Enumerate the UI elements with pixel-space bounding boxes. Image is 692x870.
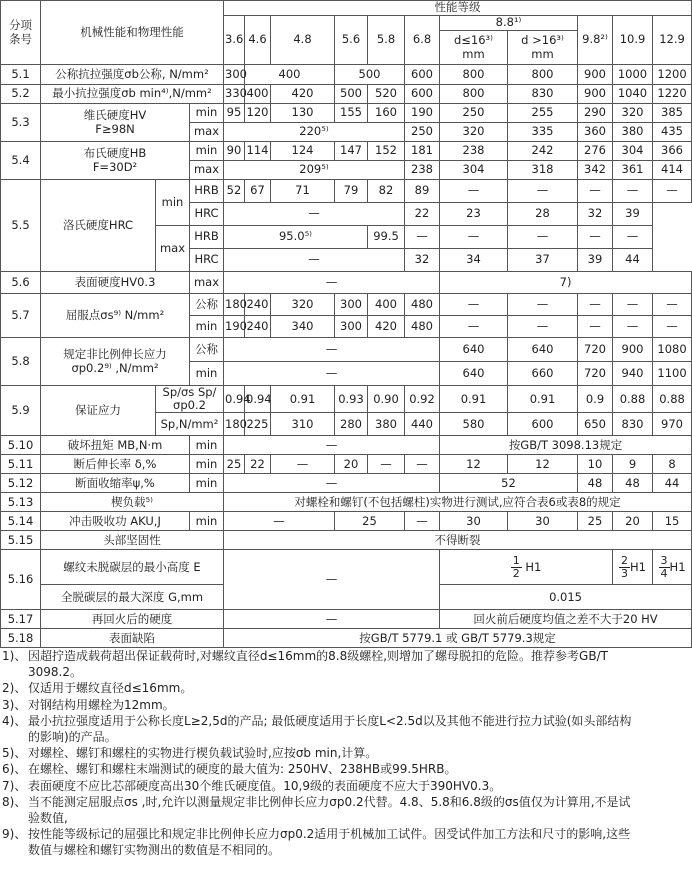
table-cell: — — [578, 226, 613, 249]
table-cell: — — [613, 180, 653, 203]
table-cell: 800 — [440, 85, 508, 104]
footnote: 8)、 当不能测定屈服点σs ,时,允许以测量规定非比例伸长应力σp0.2代替。4.8、5.8和6.8级的σs值仅为计算用,不是试验数值, — [2, 794, 631, 826]
table-cell: 304 — [440, 161, 508, 180]
table-cell: 52 — [224, 180, 245, 203]
table-cell: 180 — [224, 294, 245, 316]
table-cell: — — [440, 316, 508, 338]
grade-8.8-small: d≤16³⁾ mm — [440, 31, 508, 65]
table-cell: 0.88 — [613, 386, 653, 413]
footnote: 4)、 最小抗拉强度适用于公称长度L≥2,5d的产品; 最低硬度适用于长度L<2.5d以及其他不能进行拉力试验(如头部结构的影响)的产品。 — [2, 713, 632, 745]
table-cell: — — [405, 512, 440, 531]
table-cell: 180 — [224, 413, 245, 436]
table-cell: — — [653, 316, 692, 338]
row-5.1 — [1, 65, 692, 85]
table-cell: $\frac{2}{3}$ H1 — [613, 550, 653, 585]
table-cell: 361 — [613, 161, 653, 180]
table-cell: — — [508, 180, 578, 203]
table-cell: 5.3 — [1, 104, 41, 142]
table-cell: 238 — [405, 161, 440, 180]
table-cell: max — [190, 161, 224, 180]
table-cell: 头部坚固性 — [41, 531, 224, 550]
footnote: 9)、 按性能等级标记的屈强比和规定非比例伸长应力σp0.2适用于机械加工试件。因受试件加工方法和尺寸的影响,这些数值与螺栓和螺钉实物测出的数值是不相同的。 — [2, 827, 631, 858]
table-cell: — — [578, 294, 613, 316]
table-cell: — — [271, 455, 335, 474]
table-cell: 全脱碳层的最大深度 G,mm — [41, 585, 224, 610]
table-cell: 最小抗拉强度σb min⁴⁾,N/mm² — [41, 85, 224, 104]
table-cell: 0.9 — [578, 386, 613, 413]
table-cell: 39 — [613, 203, 653, 226]
table-cell: 900 — [578, 65, 613, 85]
table-cell: 公称抗拉强度σb公称, N/mm² — [41, 65, 224, 85]
row-5.4-min — [1, 142, 692, 161]
table-cell: 保证应力 — [41, 386, 156, 436]
table-cell: 600 — [405, 85, 440, 104]
table-cell: 5.15 — [1, 531, 41, 550]
table-cell: 25 — [335, 512, 405, 531]
row-5.13 — [1, 493, 692, 512]
table-cell: 342 — [578, 161, 613, 180]
table-cell: — — [224, 362, 440, 386]
table-cell: 7) — [440, 272, 692, 294]
table-cell: 640 — [440, 338, 508, 362]
table-cell: — — [224, 338, 440, 362]
table-cell: 5.14 — [1, 512, 41, 531]
table-cell: 900 — [613, 338, 653, 362]
table-cell: 0.92 — [405, 386, 440, 413]
table-cell: 155 — [335, 104, 368, 123]
row-5.8-nominal — [1, 338, 692, 362]
table-cell: 公称 — [190, 338, 224, 362]
table-cell: — — [224, 436, 440, 455]
table-cell: 1040 — [613, 85, 653, 104]
table-cell: 1100 — [653, 362, 692, 386]
table-cell: 340 — [271, 316, 335, 338]
footnote: 6)、 在螺栓、螺钉和螺柱末端测试的硬度的最大值为: 250HV、238HB或99.5HRB。 — [2, 762, 457, 777]
row-5.12 — [1, 474, 692, 493]
table-cell: 1080 — [653, 338, 692, 362]
grade-10.9: 10.9 — [613, 16, 653, 65]
table-cell: 720 — [578, 362, 613, 386]
table-cell: 276 — [578, 142, 613, 161]
table-cell: 900 — [578, 85, 613, 104]
table-cell: 25 — [578, 512, 613, 531]
table-cell: — — [508, 294, 578, 316]
table-cell: min — [190, 512, 224, 531]
footnote: 2)、 仅适用于螺纹直径d≤16mm。 — [2, 681, 193, 696]
table-cell: 0.94 — [245, 386, 271, 413]
table-cell: 5.5 — [1, 180, 41, 272]
table-cell: — — [578, 180, 613, 203]
table-cell: — — [224, 512, 335, 531]
table-cell: 楔负载⁵⁾ — [41, 493, 224, 512]
table-cell: 190 — [224, 316, 245, 338]
table-cell: 0.94 — [224, 386, 245, 413]
table-cell: — — [224, 249, 405, 272]
table-cell: 220⁵⁾ — [224, 123, 405, 142]
table-cell: 9 — [613, 455, 653, 474]
grade-4.6: 4.6 — [245, 16, 271, 65]
row-5.16-e — [1, 550, 692, 585]
table-cell: 440 — [405, 413, 440, 436]
table-cell: 5.6 — [1, 272, 41, 294]
table-cell: 242 — [508, 142, 578, 161]
table-cell: 1000 — [613, 65, 653, 85]
table-cell: 940 — [613, 362, 653, 386]
table-cell: 5.16 — [1, 550, 41, 610]
table-cell: 44 — [653, 474, 692, 493]
footnote: 3)、 对钢结构用螺栓为12mm。 — [2, 697, 175, 712]
table-cell: 断后伸长率 δ,% — [41, 455, 190, 474]
table-cell: 800 — [508, 65, 578, 85]
table-cell: min — [190, 142, 224, 161]
table-cell: 破坏扭矩 MB,N·m — [41, 436, 190, 455]
table-cell: 按GB/T 5779.1 或 GB/T 5779.3规定 — [224, 629, 692, 648]
table-cell: 520 — [368, 85, 405, 104]
table-cell: 维氏硬度HV F≥98N — [41, 104, 190, 142]
table-cell: $\frac{3}{4}$ H1 — [653, 550, 692, 585]
table-cell: 330 — [224, 85, 245, 104]
table-cell: 5.7 — [1, 294, 41, 338]
row-5.10 — [1, 436, 692, 455]
table-cell: — — [578, 316, 613, 338]
table-cell: 250 — [405, 123, 440, 142]
table-cell: min — [156, 180, 190, 226]
table-cell: $\frac{1}{2}$ H1 — [440, 550, 613, 585]
table-cell: 5.11 — [1, 455, 41, 474]
table-cell: 95 — [224, 104, 245, 123]
table-cell: 5.2 — [1, 85, 41, 104]
table-cell: 304 — [613, 142, 653, 161]
table-cell: HRB — [190, 180, 224, 203]
table-cell: HRC — [190, 249, 224, 272]
footnote: 1)、 因超拧造成载荷超出保证载荷时,对螺纹直径d≤16mm的8.8级螺栓,则增加了螺母脱扣的危险。推荐参考GB/T 3098.2。 — [2, 649, 608, 680]
table-cell: — — [224, 474, 440, 493]
table-cell: 37 — [508, 249, 578, 272]
table-cell: 209⁵⁾ — [224, 161, 405, 180]
table-cell: 640 — [440, 362, 508, 386]
table-cell: 124 — [271, 142, 335, 161]
table-cell: 120 — [245, 104, 271, 123]
table-cell: 420 — [271, 85, 335, 104]
table-cell: 240 — [245, 316, 271, 338]
table-cell: 500 — [335, 65, 405, 85]
table-cell: — — [653, 294, 692, 316]
grade-5.6: 5.6 — [335, 16, 368, 65]
table-cell: 114 — [245, 142, 271, 161]
table-cell: 480 — [405, 316, 440, 338]
row-5.7-nominal — [1, 294, 692, 316]
table-cell: — — [613, 226, 653, 249]
table-cell: 95.0⁵⁾ — [224, 226, 368, 249]
table-cell: 0.88 — [653, 386, 692, 413]
row-5.5-min-hrb — [1, 180, 692, 203]
table-cell: min — [190, 455, 224, 474]
table-cell: 20 — [335, 455, 368, 474]
table-cell: 366 — [653, 142, 692, 161]
table-cell: 255 — [508, 104, 578, 123]
table-cell: 320 — [613, 104, 653, 123]
table-cell: 152 — [368, 142, 405, 161]
table-cell: 0.91 — [440, 386, 508, 413]
table-cell: 再回火后的硬度 — [41, 610, 224, 629]
table-cell: 断面收缩率ψ,% — [41, 474, 190, 493]
table-cell: 71 — [271, 180, 335, 203]
table-cell: 洛氏硬度HRC — [41, 180, 156, 272]
table-cell: 52 — [440, 474, 578, 493]
table-cell: 0.015 — [440, 585, 692, 610]
table-cell: 15 — [653, 512, 692, 531]
table-cell: 不得断裂 — [224, 531, 692, 550]
footnote: 5)、 对螺栓、螺钉和螺柱的实物进行楔负载试验时,应按σb min,计算。 — [2, 746, 378, 761]
table-cell: 34 — [440, 249, 508, 272]
table-cell: 90 — [224, 142, 245, 161]
table-cell: 580 — [440, 413, 508, 436]
table-cell: 380 — [613, 123, 653, 142]
row-5.11 — [1, 455, 692, 474]
table-cell: 1200 — [653, 65, 692, 85]
grade-6.8: 6.8 — [405, 16, 440, 65]
row-5.18 — [1, 629, 692, 648]
table-cell: 660 — [508, 362, 578, 386]
table-cell: max — [190, 272, 224, 294]
table-cell: 30 — [440, 512, 508, 531]
table-cell: 0.93 — [335, 386, 368, 413]
table-cell: 5.8 — [1, 338, 41, 386]
table-cell: min — [190, 436, 224, 455]
table-cell: 30 — [508, 512, 578, 531]
table-cell: 回火前后硬度均值之差不大于20 HV — [440, 610, 692, 629]
footnotes — [2, 648, 642, 859]
table-cell: 400 — [368, 294, 405, 316]
table-cell: 160 — [368, 104, 405, 123]
table-cell: 970 — [653, 413, 692, 436]
table-cell: 181 — [405, 142, 440, 161]
table-cell: 10 — [578, 455, 613, 474]
table-cell: 290 — [578, 104, 613, 123]
table-cell: 39 — [578, 249, 613, 272]
property-header: 机械性能和物理性能 — [41, 1, 224, 65]
table-cell: 屈服点σs⁹⁾ N/mm² — [41, 294, 190, 338]
table-cell: 300 — [335, 316, 368, 338]
table-cell: 32 — [578, 203, 613, 226]
table-cell: 按GB/T 3098.13规定 — [440, 436, 692, 455]
table-cell: 48 — [613, 474, 653, 493]
grade-9.8: 9.8²⁾ — [578, 16, 613, 65]
table-cell: — — [440, 294, 508, 316]
table-cell: 238 — [440, 142, 508, 161]
grade-header: 性能等级 — [224, 1, 692, 16]
table-cell: 640 — [508, 338, 578, 362]
grade-8.8-large: d >16³⁾ mm — [508, 31, 578, 65]
table-cell: 385 — [653, 104, 692, 123]
table-cell: 0.91 — [508, 386, 578, 413]
table-cell: 8 — [653, 455, 692, 474]
table-cell: 190 — [405, 104, 440, 123]
table-cell: 22 — [245, 455, 271, 474]
table-cell: 250 — [440, 104, 508, 123]
table-cell: 25 — [224, 455, 245, 474]
table-cell: 147 — [335, 142, 368, 161]
table-cell: 67 — [245, 180, 271, 203]
table-cell: 28 — [508, 203, 578, 226]
table-cell: min — [190, 104, 224, 123]
table-cell: 800 — [440, 65, 508, 85]
table-cell: 5.9 — [1, 386, 41, 436]
table-cell: 650 — [578, 413, 613, 436]
table-cell: 0.91 — [271, 386, 335, 413]
table-cell: 5.13 — [1, 493, 41, 512]
table-cell: — — [440, 226, 508, 249]
grade-3.6: 3.6 — [224, 16, 245, 65]
table-cell: 720 — [578, 338, 613, 362]
table-cell: 22 — [405, 203, 440, 226]
table-cell: 320 — [271, 294, 335, 316]
table-cell: — — [508, 316, 578, 338]
table-cell: 12 — [440, 455, 508, 474]
row-5.9-ratio — [1, 386, 692, 413]
table-cell: 12 — [508, 455, 578, 474]
row-5.15 — [1, 531, 692, 550]
table-cell: 表面硬度HV0.3 — [41, 272, 190, 294]
table-cell: — — [224, 550, 440, 610]
table-cell: HRB — [190, 226, 224, 249]
grade-12.9: 12.9 — [653, 16, 692, 65]
row-5.17 — [1, 610, 692, 629]
table-cell: — — [224, 272, 440, 294]
table-cell: — — [440, 180, 508, 203]
table-cell: 225 — [245, 413, 271, 436]
table-cell: 5.12 — [1, 474, 41, 493]
table-cell: 300 — [335, 294, 368, 316]
table-cell: 300 — [224, 65, 245, 85]
table-cell: 600 — [405, 65, 440, 85]
table-cell: 表面缺陷 — [41, 629, 224, 648]
table-cell: 360 — [578, 123, 613, 142]
table-cell: — — [224, 610, 440, 629]
table-cell: 240 — [245, 294, 271, 316]
table-cell: 32 — [405, 249, 440, 272]
table-cell: 420 — [368, 316, 405, 338]
table-cell: — — [508, 226, 578, 249]
row-5.3-min — [1, 104, 692, 123]
table-cell: 600 — [508, 413, 578, 436]
table-cell: max — [156, 226, 190, 272]
table-cell: 320 — [440, 123, 508, 142]
table-cell: — — [405, 455, 440, 474]
table-cell: 280 — [335, 413, 368, 436]
grade-4.8: 4.8 — [271, 16, 335, 65]
table-cell: 5.10 — [1, 436, 41, 455]
table-cell: min — [190, 362, 224, 386]
table-cell: — — [368, 455, 405, 474]
table-cell: 130 — [271, 104, 335, 123]
table-cell: 414 — [653, 161, 692, 180]
table-cell: min — [190, 316, 224, 338]
table-cell: 830 — [613, 413, 653, 436]
row-5.6 — [1, 272, 692, 294]
table-cell: — — [653, 180, 692, 203]
table-cell: 对螺栓和螺钉(不包括螺柱)实物进行测试,应符合表6或表8的规定 — [224, 493, 692, 512]
table-cell: min — [190, 474, 224, 493]
table-cell: 20 — [613, 512, 653, 531]
table-cell: 400 — [245, 85, 271, 104]
table-cell: max — [190, 123, 224, 142]
table-cell: HRC — [190, 203, 224, 226]
table-cell: 480 — [405, 294, 440, 316]
table-cell: 310 — [271, 413, 335, 436]
table-cell: 82 — [368, 180, 405, 203]
table-cell: 布氏硬度HB F=30D² — [41, 142, 190, 180]
table-cell: Sp/σs Sp/σp0.2 — [156, 386, 224, 413]
table-cell: 830 — [508, 85, 578, 104]
table-cell: 335 — [508, 123, 578, 142]
table-cell: — — [224, 203, 405, 226]
table-cell: 5.4 — [1, 142, 41, 180]
table-cell: 318 — [508, 161, 578, 180]
table-cell: Sp,N/mm² — [156, 413, 224, 436]
table-cell: — — [405, 226, 440, 249]
table-cell: 5.1 — [1, 65, 41, 85]
table-cell: 23 — [440, 203, 508, 226]
table-cell: 螺纹未脱碳层的最小高度 E — [41, 550, 224, 585]
table-cell: 99.5 — [368, 226, 405, 249]
table-cell: 500 — [335, 85, 368, 104]
table-cell: 89 — [405, 180, 440, 203]
table-cell: 400 — [245, 65, 335, 85]
table-cell: 5.18 — [1, 629, 41, 648]
table-cell: — — [613, 294, 653, 316]
table-cell: 冲击吸收功 AKU,J — [41, 512, 190, 531]
grade-5.8: 5.8 — [368, 16, 405, 65]
seq-header: 分项 条号 — [1, 1, 41, 65]
table-cell: 435 — [653, 123, 692, 142]
table-cell: 44 — [613, 249, 653, 272]
row-5.2 — [1, 85, 692, 104]
table-cell: 公称 — [190, 294, 224, 316]
footnote: 7)、 表面硬度不应比芯部硬度高出30个维氏硬度值。10,9级的表面硬度不应大于390HV0.3。 — [2, 778, 502, 793]
table-cell: 0.90 — [368, 386, 405, 413]
table-cell: 5.17 — [1, 610, 41, 629]
grade-8.8: 8.8¹⁾ — [440, 16, 578, 31]
table-cell: 规定非比例伸长应力 σp0.2⁹⁾ ,N/mm² — [41, 338, 190, 386]
row-5.14 — [1, 512, 692, 531]
table-cell: 380 — [368, 413, 405, 436]
table-cell: 48 — [578, 474, 613, 493]
table-cell: 1220 — [653, 85, 692, 104]
table-cell: — — [613, 316, 653, 338]
table-cell: 79 — [335, 180, 368, 203]
